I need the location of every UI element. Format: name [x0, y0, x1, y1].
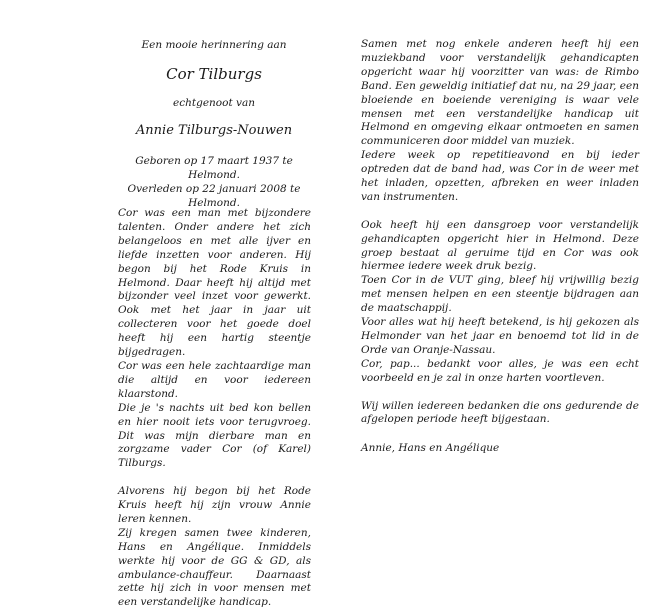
relation-text: echtgenoot van [173, 97, 255, 109]
death-date-text: Overleden op 22 januari 2008 te Helmond. [127, 183, 301, 209]
left-header [118, 38, 310, 210]
left-body [118, 207, 311, 610]
paragraph: Iedere week op repetitieavond en bij ieder optreden dat de band had, was Cor in de weer met het inladen, opzetten, afbreken en weer inladen van instrumenten. [361, 149, 639, 203]
paragraph: Samen met nog enkele anderen heeft hij een muziekband voor verstandelijk gehandicapten opgericht waar hij voorzitter van was: de Rimbo Band. Een geweldig initiatief dat nu, na 29 jaar, een bloeiende en boeiende vereniging is waar vele mensen met een verstandelijke handicap uit Helmond en omgeving elkaar ontmoeten en samen communiceren door middel van muziek. [361, 38, 639, 148]
paragraph: Toen Cor in de VUT ging, bleef hij vrijwillig bezig met mensen helpen en een steentje bijdragen aan de maatschappij. [361, 274, 639, 315]
paragraph: Cor, pap... bedankt voor alles, je was een echt voorbeeld en je zal in onze harten voortleven. [361, 357, 639, 384]
thanks-paragraph: Wij willen iedereen bedanken die ons gedurende de afgelopen periode heeft bijgestaan. [361, 399, 639, 426]
paragraph: Cor was een man met bijzondere talenten. Onder andere het zich belangeloos en met alle ijver en liefde inzetten voor anderen. Hij begon bij het Rode Kruis in Helmond. Daar heeft hij altijd met bijzonder veel inzet voor gewerkt. Ook met het jaar in jaar uit collecteren voor het goede doel heeft hij een hartig steentje bijgedragen. [118, 207, 311, 359]
paragraph: Alvorens hij begon bij het Rode Kruis heeft hij zijn vrouw Annie leren kennen. [118, 485, 311, 525]
deceased-name: Cor Tilburgs [166, 65, 262, 83]
paragraph: Ook heeft hij een dansgroep voor verstandelijk gehandicapten opgericht hier in Helmond. Deze groep bestaat al geruime tijd en Cor was ook hiermee iedere week druk bezig. [361, 218, 639, 273]
paragraph: Cor was een hele zachtaardige man die altijd en voor iedereen klaarstond. [118, 359, 311, 400]
signature-names: Annie, Hans en Angélique [361, 442, 500, 455]
spouse-name: Annie Tilburgs-Nouwen [135, 123, 293, 138]
paragraph: Voor alles wat hij heeft betekend, is hij gekozen als Helmonder van het jaar en benoemd tot lid in de Orde van Oranje-Nassau. [361, 316, 639, 356]
paragraph: Zij kregen samen twee kinderen, Hans en Angélique. Inmiddels werkte hij voor de GG & GD, als ambulance-chauffeur. Daarnaast zette hij zich in voor mensen met een verstandelijke handicap. [118, 526, 311, 609]
paragraph: Die je 's nachts uit bed kon bellen en hier nooit iets voor terugvroeg. Dit was mijn dierbare man en zorgzame vader Cor (of Karel) Tilburgs. [118, 401, 311, 470]
right-body [361, 38, 639, 455]
intro-text: Een mooie herinnering aan [141, 39, 287, 51]
birth-date-text: Geboren op 17 maart 1937 te Helmond. [135, 155, 293, 181]
